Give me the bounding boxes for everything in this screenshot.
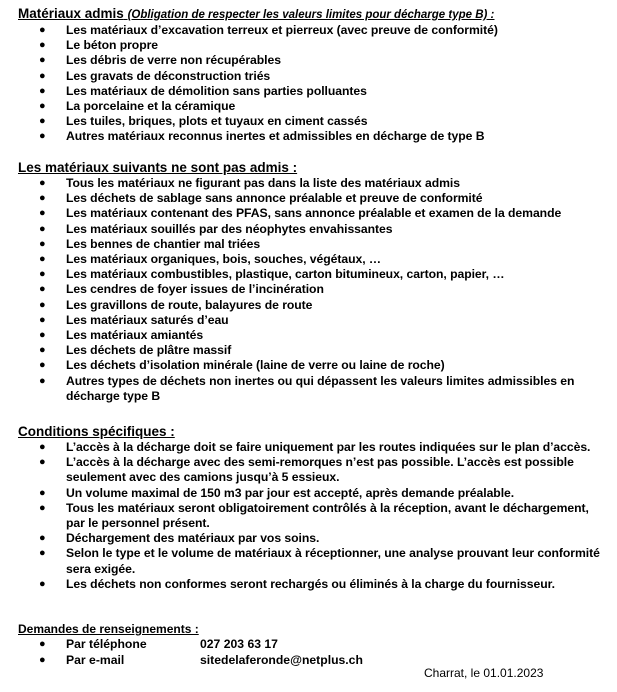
- list-item-text: Les matériaux d’excavation terreux et pierreux (avec preuve de conformité): [66, 23, 498, 37]
- list-item: [18, 191, 608, 206]
- bullet-icon: ●: [39, 313, 46, 326]
- not-admitted-title: Les matériaux suivants ne sont pas admis :: [18, 160, 298, 175]
- bullet-icon: ●: [39, 207, 46, 220]
- contact-phone-row: [18, 637, 608, 653]
- list-item: [18, 577, 608, 592]
- bullet-icon: ●: [39, 84, 46, 97]
- list-item-text: Les matériaux amiantés: [66, 328, 204, 343]
- list-item: [18, 222, 608, 237]
- list-item: [18, 252, 608, 267]
- list-item-text: Les tuiles, briques, plots et tuyaux en ciment cassés: [66, 114, 368, 129]
- admitted-title: Matériaux admis: [18, 6, 124, 21]
- bullet-icon: ●: [39, 253, 46, 266]
- bullet-icon: ●: [39, 177, 46, 189]
- list-item: [18, 69, 608, 84]
- list-item-text: Les déchets d’isolation minérale (laine de verre ou laine de roche): [66, 358, 445, 373]
- list-item: [18, 84, 608, 99]
- list-item-text: Les matériaux organiques, bois, souches, végétaux, …: [66, 252, 382, 267]
- list-item: [18, 313, 608, 328]
- bullet-icon: ●: [39, 54, 46, 67]
- list-item-text: L’accès à la décharge doit se faire uniquement par les routes indiquées sur le plan d’accès.: [66, 440, 591, 454]
- list-item: [18, 343, 608, 358]
- list-item-text: Autres matériaux reconnus inertes et admissibles en décharge de type B: [66, 129, 485, 144]
- admitted-section: [18, 6, 608, 145]
- phone-label: Par téléphone: [66, 637, 147, 651]
- bullet-icon: ●: [39, 486, 46, 499]
- bullet-icon: ●: [39, 130, 46, 143]
- conditions-list: [18, 440, 608, 592]
- bullet-icon: ●: [39, 268, 46, 281]
- list-item-text: Les matériaux combustibles, plastique, carton bitumineux, carton, papier, …: [66, 267, 505, 282]
- bullet-icon: ●: [39, 39, 46, 52]
- bullet-icon: ●: [39, 237, 46, 250]
- list-item-text: Selon le type et le volume de matériaux à réceptionner, une analyse prouvant leur conformité sera exigée.: [66, 546, 600, 576]
- list-item: [18, 358, 608, 373]
- list-item: [18, 486, 608, 501]
- list-item: [18, 99, 608, 114]
- bullet-icon: ●: [39, 69, 46, 82]
- list-item-text: Tous les matériaux ne figurant pas dans la liste des matériaux admis: [66, 176, 460, 190]
- list-item-text: Les gravats de déconstruction triés: [66, 68, 271, 83]
- bullet-icon: ●: [39, 329, 46, 342]
- bullet-icon: ●: [39, 374, 46, 387]
- not-admitted-list: [18, 176, 608, 404]
- bullet-icon: ●: [39, 24, 46, 36]
- list-item: [18, 546, 608, 576]
- list-item: [18, 23, 608, 38]
- bullet-icon: ●: [39, 100, 46, 113]
- list-item-text: Les débris de verre non récupérables: [66, 53, 281, 68]
- contact-section: [18, 622, 608, 668]
- list-item-text: Le béton propre: [66, 38, 159, 53]
- bullet-icon: ●: [39, 298, 46, 311]
- list-item: [18, 282, 608, 297]
- bullet-icon: ●: [39, 456, 46, 469]
- admitted-heading: [18, 6, 608, 23]
- list-item-text: La porcelaine et la céramique: [66, 99, 236, 114]
- bullet-icon: ●: [39, 441, 46, 453]
- list-item: [18, 53, 608, 68]
- list-item: [18, 267, 608, 282]
- list-item-text: Autres types de déchets non inertes ou qui dépassent les valeurs limites admissibles en décharge type B: [66, 373, 575, 403]
- bullet-icon: ●: [39, 547, 46, 560]
- conditions-title: Conditions spécifiques :: [18, 424, 175, 439]
- list-item: [18, 206, 608, 221]
- phone-value: 027 203 63 17: [200, 637, 278, 651]
- email-value: sitedelaferonde@netplus.ch: [200, 652, 363, 667]
- list-item-text: Tous les matériaux seront obligatoirement contrôlés à la réception, avant le déchargement, par le personnel présent.: [66, 500, 589, 531]
- list-item-text: Les bennes de chantier mal triées: [66, 236, 261, 251]
- list-item-text: Les déchets de plâtre massif: [66, 343, 232, 358]
- list-item: [18, 114, 608, 129]
- bullet-icon: ●: [39, 283, 46, 296]
- list-item-text: Les cendres de foyer issues de l’incinération: [66, 282, 324, 297]
- list-item: [18, 298, 608, 313]
- list-item-text: Un volume maximal de 150 m3 par jour est accepté, après demande préalable.: [66, 485, 515, 500]
- conditions-section: [18, 424, 608, 592]
- place-date: Charrat, le 01.01.2023: [424, 666, 544, 680]
- list-item: [18, 531, 608, 546]
- list-item-text: Les gravillons de route, balayures de route: [66, 297, 313, 312]
- bullet-icon: ●: [39, 501, 46, 514]
- list-item: [18, 237, 608, 252]
- list-item: [18, 38, 608, 53]
- list-item: [18, 501, 608, 531]
- list-item: [18, 176, 608, 191]
- bullet-icon: ●: [39, 359, 46, 372]
- bullet-icon: ●: [39, 577, 46, 590]
- list-item: [18, 328, 608, 343]
- list-item-text: Déchargement des matériaux par vos soins.: [66, 531, 320, 546]
- list-item: [18, 455, 608, 485]
- admitted-note: (Obligation de respecter les valeurs limites pour décharge type B) :: [127, 9, 495, 21]
- email-label: Par e-mail: [66, 652, 125, 667]
- bullet-icon: ●: [39, 344, 46, 357]
- bullet-icon: ●: [39, 192, 46, 205]
- list-item-text: Les matériaux souillés par des néophytes envahissantes: [66, 221, 393, 236]
- list-item-text: Les déchets de sablage sans annonce préalable et preuve de conformité: [66, 191, 483, 206]
- bullet-icon: ●: [39, 638, 46, 650]
- not-admitted-section: [18, 160, 608, 404]
- list-item-text: L’accès à la décharge avec des semi-remorques n’est pas possible. L’accès est possible seulement avec des camions jusqu’à 5 essieux.: [66, 455, 574, 485]
- bullet-icon: ●: [39, 653, 46, 666]
- list-item: [18, 374, 608, 404]
- list-item-text: Les matériaux contenant des PFAS, sans annonce préalable et examen de la demande: [66, 206, 562, 221]
- list-item-text: Les matériaux saturés d’eau: [66, 312, 229, 327]
- bullet-icon: ●: [39, 222, 46, 235]
- list-item: [18, 129, 608, 144]
- admitted-list: [18, 23, 608, 145]
- list-item: [18, 440, 608, 455]
- list-item-text: Les déchets non conformes seront rechargés ou éliminés à la charge du fournisseur.: [66, 576, 555, 591]
- bullet-icon: ●: [39, 115, 46, 128]
- bullet-icon: ●: [39, 532, 46, 545]
- contact-title: Demandes de renseignements :: [18, 622, 199, 636]
- list-item-text: Les matériaux de démolition sans parties polluantes: [66, 83, 367, 98]
